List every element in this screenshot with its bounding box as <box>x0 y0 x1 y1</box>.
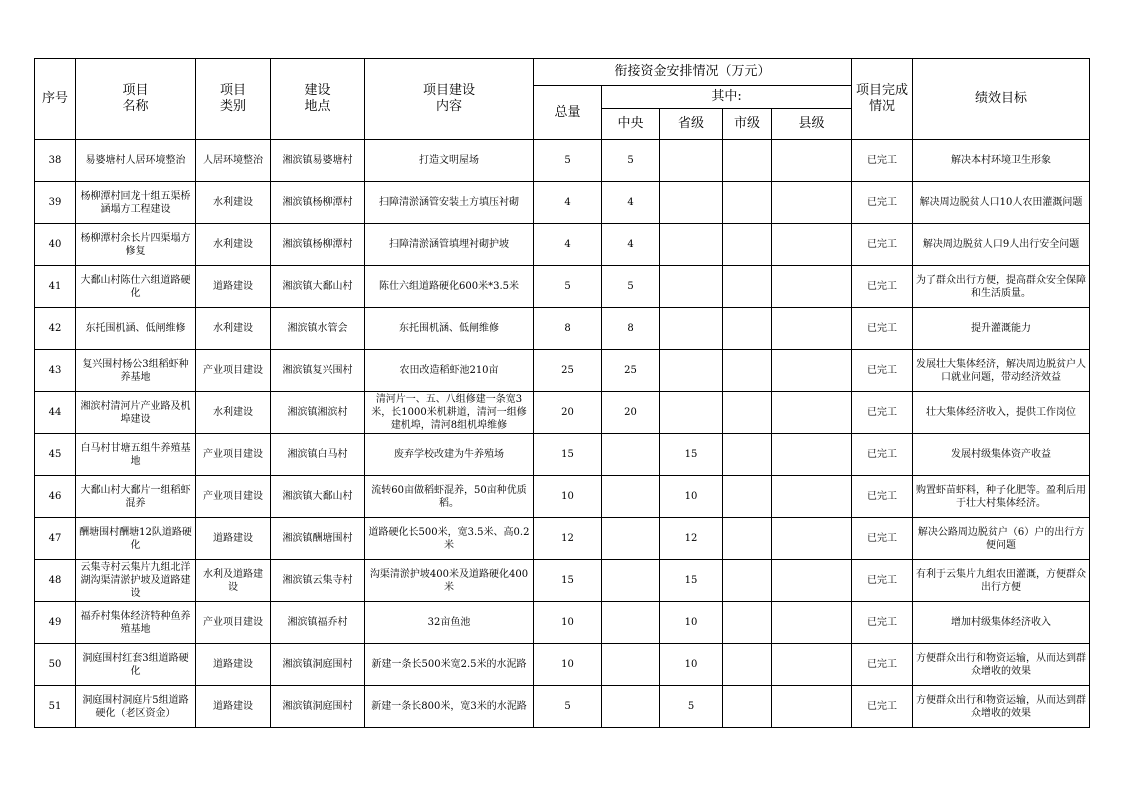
project-name: 洞庭围村洞庭片5组道路硬化（老区资金） <box>76 686 196 728</box>
project-type: 水利建设 <box>196 392 271 434</box>
fund-central: 8 <box>602 308 660 350</box>
fund-central: 25 <box>602 350 660 392</box>
project-type: 人居环境整治 <box>196 140 271 182</box>
project-type: 道路建设 <box>196 644 271 686</box>
fund-provincial <box>660 182 723 224</box>
fund-city <box>723 686 772 728</box>
project-location: 湘滨镇大鄱山村 <box>271 476 365 518</box>
project-name: 白马村甘塘五组牛养殖基地 <box>76 434 196 476</box>
project-status: 已完工 <box>852 686 913 728</box>
table-row <box>35 644 1090 686</box>
project-location: 湘滨镇水管会 <box>271 308 365 350</box>
project-name: 杨柳潭村回龙十组五渠桥涵塌方工程建设 <box>76 182 196 224</box>
project-status: 已完工 <box>852 476 913 518</box>
fund-city <box>723 560 772 602</box>
fund-county <box>772 602 852 644</box>
performance-goal: 解决周边脱贫人口9人出行安全问题 <box>913 224 1090 266</box>
fund-county <box>772 518 852 560</box>
header-among: 其中: <box>602 86 852 109</box>
fund-city <box>723 434 772 476</box>
project-type: 产业项目建设 <box>196 602 271 644</box>
row-no: 39 <box>35 182 76 224</box>
project-content: 清河片一、五、八组修建一条宽3米，长1000米机耕道，清河一组修建机埠，清河8组机埠维修 <box>365 392 534 434</box>
fund-county <box>772 266 852 308</box>
fund-city <box>723 392 772 434</box>
fund-central: 4 <box>602 182 660 224</box>
header-funds: 衔接资金安排情况（万元） <box>534 59 852 86</box>
row-no: 51 <box>35 686 76 728</box>
table-row <box>35 308 1090 350</box>
table-row <box>35 476 1090 518</box>
header-county: 县级 <box>772 109 852 140</box>
project-location: 湘滨镇洞庭围村 <box>271 644 365 686</box>
project-content: 陈仕六组道路硬化600米*3.5米 <box>365 266 534 308</box>
fund-provincial: 10 <box>660 602 723 644</box>
project-location: 湘滨镇复兴围村 <box>271 350 365 392</box>
project-status: 已完工 <box>852 350 913 392</box>
project-status: 已完工 <box>852 392 913 434</box>
project-content: 流转60亩做稻虾混养，50亩种优质稻。 <box>365 476 534 518</box>
fund-county <box>772 644 852 686</box>
performance-goal: 解决周边脱贫人口10人农田灌溉问题 <box>913 182 1090 224</box>
fund-county <box>772 308 852 350</box>
project-type: 产业项目建设 <box>196 434 271 476</box>
row-no: 49 <box>35 602 76 644</box>
project-content: 32亩鱼池 <box>365 602 534 644</box>
fund-central: 5 <box>602 140 660 182</box>
header-central: 中央 <box>602 109 660 140</box>
fund-central <box>602 560 660 602</box>
fund-total: 15 <box>534 560 602 602</box>
fund-central <box>602 602 660 644</box>
project-content: 东托围机涵、低闸维修 <box>365 308 534 350</box>
fund-total: 25 <box>534 350 602 392</box>
project-name: 杨柳潭村余长片四渠塌方修复 <box>76 224 196 266</box>
project-type: 道路建设 <box>196 686 271 728</box>
project-name: 湘滨村清河片产业路及机埠建设 <box>76 392 196 434</box>
header-location: 建设 地点 <box>271 59 365 140</box>
fund-provincial <box>660 392 723 434</box>
fund-total: 10 <box>534 476 602 518</box>
fund-city <box>723 350 772 392</box>
fund-county <box>772 560 852 602</box>
project-location: 湘滨镇福乔村 <box>271 602 365 644</box>
performance-goal: 有利于云集片九组农田灌溉，方便群众出行方便 <box>913 560 1090 602</box>
fund-total: 5 <box>534 686 602 728</box>
fund-total: 10 <box>534 602 602 644</box>
performance-goal: 提升灌溉能力 <box>913 308 1090 350</box>
table-row <box>35 518 1090 560</box>
fund-city <box>723 266 772 308</box>
row-no: 50 <box>35 644 76 686</box>
project-type: 道路建设 <box>196 518 271 560</box>
fund-city <box>723 140 772 182</box>
fund-city <box>723 182 772 224</box>
project-type: 产业项目建设 <box>196 476 271 518</box>
fund-total: 20 <box>534 392 602 434</box>
fund-total: 5 <box>534 266 602 308</box>
performance-goal: 方便群众出行和物资运输，从而达到群众增收的效果 <box>913 686 1090 728</box>
project-status: 已完工 <box>852 182 913 224</box>
fund-county <box>772 182 852 224</box>
table-row <box>35 686 1090 728</box>
performance-goal: 解决本村环境卫生形象 <box>913 140 1090 182</box>
project-location: 湘滨镇大鄱山村 <box>271 266 365 308</box>
project-location: 湘滨镇白马村 <box>271 434 365 476</box>
fund-city <box>723 644 772 686</box>
row-no: 38 <box>35 140 76 182</box>
table-row <box>35 602 1090 644</box>
row-no: 41 <box>35 266 76 308</box>
header-goal: 绩效目标 <box>913 59 1090 140</box>
project-status: 已完工 <box>852 518 913 560</box>
row-no: 47 <box>35 518 76 560</box>
header-status: 项目完成 情况 <box>852 59 913 140</box>
project-status: 已完工 <box>852 560 913 602</box>
project-content: 农田改造稻虾池210亩 <box>365 350 534 392</box>
row-no: 40 <box>35 224 76 266</box>
fund-central <box>602 476 660 518</box>
row-no: 42 <box>35 308 76 350</box>
fund-provincial: 10 <box>660 476 723 518</box>
fund-central: 4 <box>602 224 660 266</box>
fund-total: 10 <box>534 644 602 686</box>
project-location: 湘滨镇酬塘围村 <box>271 518 365 560</box>
fund-city <box>723 224 772 266</box>
project-content: 新建一条长800米，宽3米的水泥路 <box>365 686 534 728</box>
project-status: 已完工 <box>852 602 913 644</box>
project-status: 已完工 <box>852 140 913 182</box>
performance-goal: 增加村级集体经济收入 <box>913 602 1090 644</box>
fund-provincial: 10 <box>660 644 723 686</box>
project-location: 湘滨镇湘滨村 <box>271 392 365 434</box>
performance-goal: 购置虾苗虾料，种子化肥等。盈利后用于壮大村集体经济。 <box>913 476 1090 518</box>
project-status: 已完工 <box>852 266 913 308</box>
project-name: 大鄱山村陈仕六组道路硬化 <box>76 266 196 308</box>
project-content: 扫障清淤涵管填埋衬砌护坡 <box>365 224 534 266</box>
project-location: 湘滨镇杨柳潭村 <box>271 182 365 224</box>
project-status: 已完工 <box>852 224 913 266</box>
fund-city <box>723 476 772 518</box>
fund-county <box>772 350 852 392</box>
performance-goal: 为了群众出行方便，提高群众安全保障和生活质量。 <box>913 266 1090 308</box>
project-content: 废弃学校改建为牛养殖场 <box>365 434 534 476</box>
fund-provincial <box>660 140 723 182</box>
row-no: 44 <box>35 392 76 434</box>
fund-total: 12 <box>534 518 602 560</box>
table-body <box>35 140 1090 728</box>
performance-goal: 发展壮大集体经济，解决周边脱贫户人口就业问题，带动经济效益 <box>913 350 1090 392</box>
fund-provincial <box>660 266 723 308</box>
fund-total: 8 <box>534 308 602 350</box>
project-location: 湘滨镇洞庭围村 <box>271 686 365 728</box>
fund-central: 20 <box>602 392 660 434</box>
row-no: 43 <box>35 350 76 392</box>
project-status: 已完工 <box>852 644 913 686</box>
fund-total: 4 <box>534 224 602 266</box>
fund-central <box>602 434 660 476</box>
fund-provincial: 5 <box>660 686 723 728</box>
project-type: 道路建设 <box>196 266 271 308</box>
fund-county <box>772 434 852 476</box>
header-city: 市级 <box>723 109 772 140</box>
fund-county <box>772 140 852 182</box>
project-type: 水利建设 <box>196 224 271 266</box>
fund-total: 15 <box>534 434 602 476</box>
project-content: 沟渠清淤护坡400米及道路硬化400米 <box>365 560 534 602</box>
fund-provincial <box>660 350 723 392</box>
project-type: 水利建设 <box>196 308 271 350</box>
project-name: 易婆塘村人居环境整治 <box>76 140 196 182</box>
header-total: 总量 <box>534 86 602 140</box>
project-content: 打造文明屋场 <box>365 140 534 182</box>
project-status: 已完工 <box>852 308 913 350</box>
fund-city <box>723 308 772 350</box>
project-name: 福乔村集体经济特种鱼养殖基地 <box>76 602 196 644</box>
project-status: 已完工 <box>852 434 913 476</box>
project-name: 复兴围村杨公3组稻虾种养基地 <box>76 350 196 392</box>
fund-central <box>602 644 660 686</box>
fund-central <box>602 686 660 728</box>
project-name: 云集寺村云集片九组北洋湖沟渠清淤护坡及道路建设 <box>76 560 196 602</box>
fund-county <box>772 224 852 266</box>
fund-county <box>772 686 852 728</box>
header-provincial: 省级 <box>660 109 723 140</box>
project-location: 湘滨镇云集寺村 <box>271 560 365 602</box>
fund-central <box>602 518 660 560</box>
project-content: 新建一条长500米宽2.5米的水泥路 <box>365 644 534 686</box>
fund-provincial: 15 <box>660 434 723 476</box>
fund-provincial <box>660 308 723 350</box>
fund-provincial: 12 <box>660 518 723 560</box>
project-content: 道路硬化长500米，宽3.5米、高0.2米 <box>365 518 534 560</box>
project-name: 酬塘围村酬塘12队道路硬化 <box>76 518 196 560</box>
project-table <box>34 58 1090 728</box>
performance-goal: 发展村级集体资产收益 <box>913 434 1090 476</box>
table-row <box>35 392 1090 434</box>
fund-city <box>723 602 772 644</box>
header-seq: 序号 <box>35 59 76 140</box>
performance-goal: 方便群众出行和物资运输，从而达到群众增收的效果 <box>913 644 1090 686</box>
project-content: 扫障清淤涵管安装土方填压衬砌 <box>365 182 534 224</box>
table-row <box>35 140 1090 182</box>
fund-total: 4 <box>534 182 602 224</box>
table-row <box>35 560 1090 602</box>
fund-provincial <box>660 224 723 266</box>
header-name: 项目 名称 <box>76 59 196 140</box>
project-type: 产业项目建设 <box>196 350 271 392</box>
project-type: 水利建设 <box>196 182 271 224</box>
fund-total: 5 <box>534 140 602 182</box>
row-no: 45 <box>35 434 76 476</box>
table-row <box>35 266 1090 308</box>
project-type: 水利及道路建设 <box>196 560 271 602</box>
table-row <box>35 350 1090 392</box>
fund-county <box>772 392 852 434</box>
performance-goal: 壮大集体经济收入，提供工作岗位 <box>913 392 1090 434</box>
project-name: 洞庭围村红套3组道路硬化 <box>76 644 196 686</box>
row-no: 48 <box>35 560 76 602</box>
fund-county <box>772 476 852 518</box>
fund-central: 5 <box>602 266 660 308</box>
project-location: 湘滨镇易婆塘村 <box>271 140 365 182</box>
row-no: 46 <box>35 476 76 518</box>
project-name: 大鄱山村大鄱片一组稻虾混养 <box>76 476 196 518</box>
table-row <box>35 224 1090 266</box>
project-location: 湘滨镇杨柳潭村 <box>271 224 365 266</box>
fund-provincial: 15 <box>660 560 723 602</box>
table-row <box>35 182 1090 224</box>
fund-city <box>723 518 772 560</box>
performance-goal: 解决公路周边脱贫户（6）户的出行方便问题 <box>913 518 1090 560</box>
project-name: 东托围机涵、低闸维修 <box>76 308 196 350</box>
header-type: 项目 类别 <box>196 59 271 140</box>
table-row <box>35 434 1090 476</box>
header-content: 项目建设 内容 <box>365 59 534 140</box>
